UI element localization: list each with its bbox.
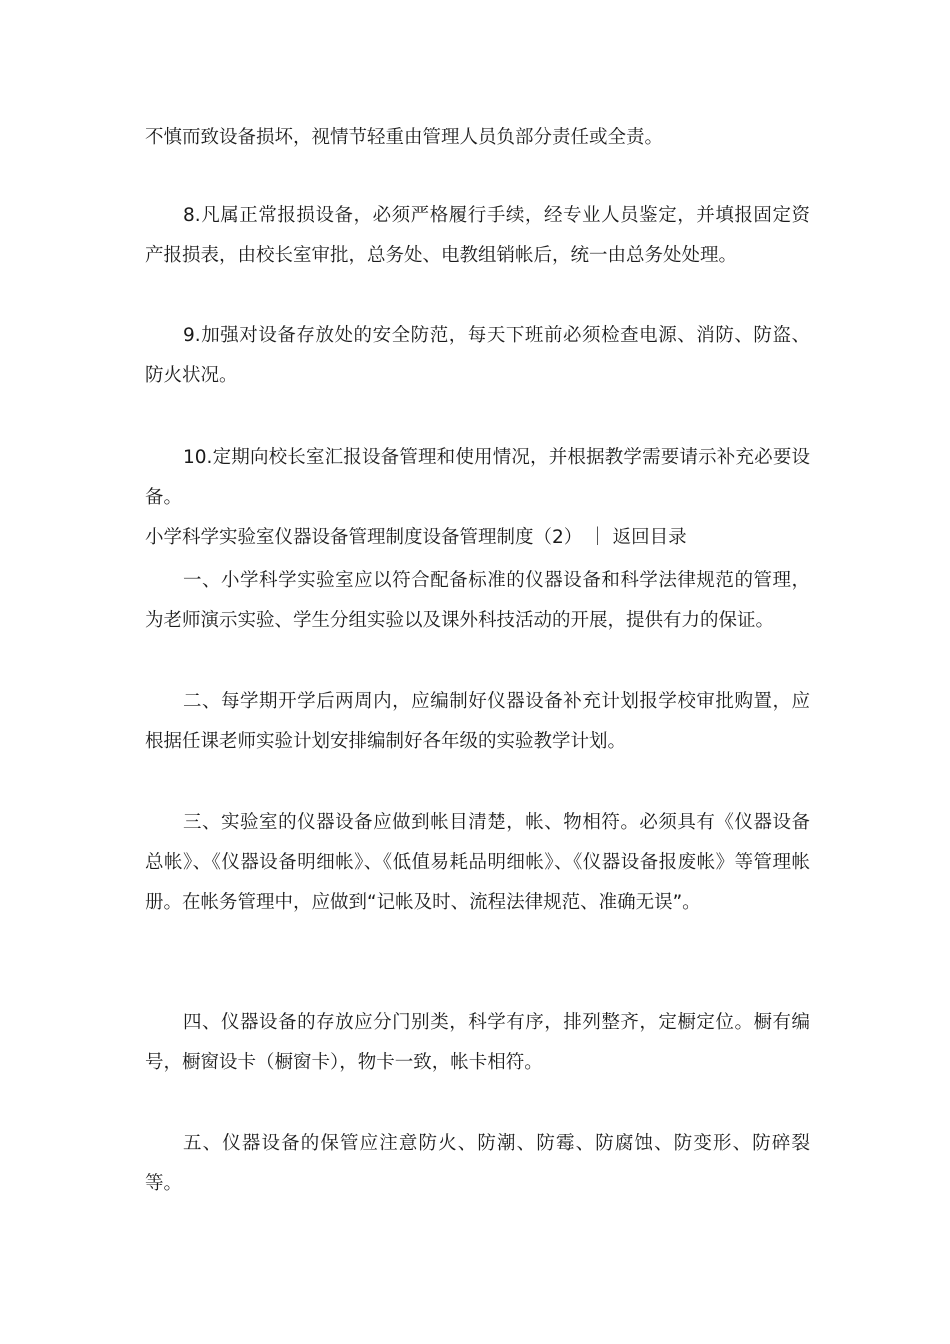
rule-item-2: 二、每学期开学后两周内，应编制好仪器设备补充计划报学校审批购置，应根据任课老师实验计划安排编制好各年级的实验教学计划。 [145,691,810,752]
section-separator: ｜ [588,527,607,548]
section-title: 小学科学实验室仪器设备管理制度设备管理制度（2） [145,527,583,548]
rule-item-1: 一、小学科学实验室应以符合配备标准的仪器设备和科学法律规范的管理，为老师演示实验、学生分组实验以及课外科技活动的开展，提供有力的保证。 [145,570,810,631]
paragraph-item-10: 10.定期向校长室汇报设备管理和使用情况，并根据教学需要请示补充必要设备。 [145,447,810,508]
rule-item-4: 四、仪器设备的存放应分门别类，科学有序，排列整齐，定橱定位。橱有编号，橱窗设卡（橱窗卡），物卡一致，帐卡相符。 [145,1012,810,1073]
paragraph-item-9: 9.加强对设备存放处的安全防范，每天下班前必须检查电源、消防、防盗、防火状况。 [145,325,810,386]
paragraph-item-8: 8.凡属正常报损设备，必须严格履行手续，经专业人员鉴定，并填报固定资产报损表，由校长室审批，总务处、电教组销帐后，统一由总务处处理。 [145,205,810,266]
rule-item-3: 三、实验室的仪器设备应做到帐目清楚，帐、物相符。必须具有《仪器设备总帐》、《仪器设备明细帐》、《低值易耗品明细帐》、《仪器设备报废帐》等管理帐册。在帐务管理中，应做到“记帐及时、流程法律规范、准确无误”。 [145,812,810,913]
paragraph-continuation: 不慎而致设备损坏，视情节轻重由管理人员负部分责任或全责。 [145,127,664,148]
back-to-toc-link[interactable]: 返回目录 [612,527,687,548]
rule-item-5: 五、仪器设备的保管应注意防火、防潮、防霉、防腐蚀、防变形、防碎裂等。 [145,1133,810,1194]
section-heading [145,518,810,558]
